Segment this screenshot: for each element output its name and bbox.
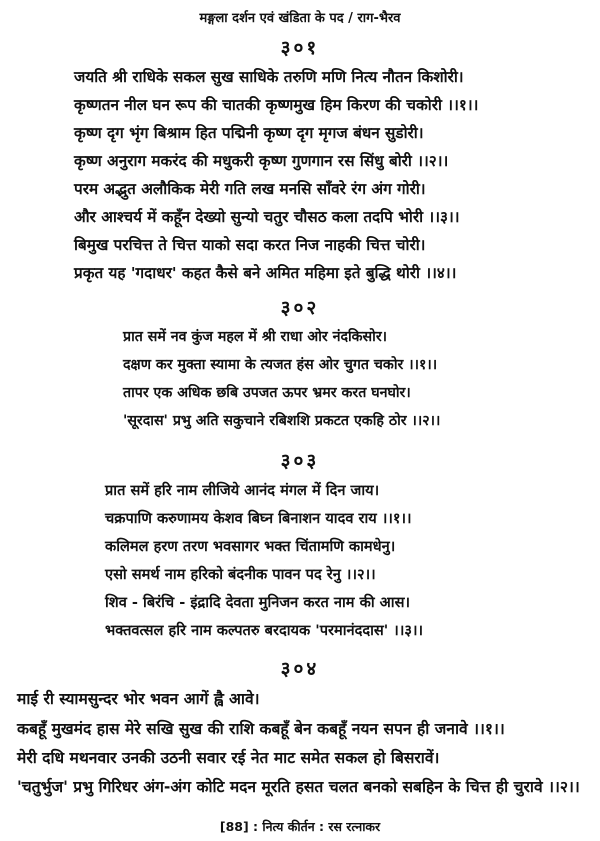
verse-line: मेरी दधि मथनवार उनकी उठनी सवार रई नेत माट समेत सकल हो बिसरावें।: [17, 749, 440, 767]
verse-line: कृष्णतन नील घन रूप की चातकी कृष्णमुख हिम किरण की चकोरी ।।१।।: [74, 96, 479, 114]
verse-line: कृष्ण दृग भृंग बिश्राम हित पद्मिनी कृष्ण दृग मृगज बंधन सुडोरी।: [74, 124, 424, 142]
verse-line: 'चतुर्भुज' प्रभु गिरिधर अंग-अंग कोटि मदन मूरति हसत चलत बनको सबहिन के चित्त ही चुरावे ।।२।।: [17, 778, 580, 796]
verse-line: 'सूरदास' प्रभु अति सकुचाने रबिशशि प्रकटत एकहि ठोर ।।२।।: [123, 413, 441, 429]
page-header: मङ्गला दर्शन एवं खंडिता के पद / राग-भैरव: [199, 11, 401, 26]
pad-number: ३०१: [280, 37, 320, 59]
page-footer: [88] : नित्य कीर्तन : रस रत्नाकर: [219, 819, 381, 834]
verse-line: तापर एक अधिक छबि उपजत ऊपर भ्रमर करत घनघोर।: [123, 385, 411, 401]
verse-line: जयति श्री राधिके सकल सुख साधिके तरुणि मणि नित्य नौतन किशोरी।: [74, 68, 464, 86]
pad-number: ३०२: [280, 297, 320, 319]
verse-line: भक्तवत्सल हरि नाम कल्पतरु बरदायक 'परमानंददास' ।।३।।: [105, 622, 424, 639]
verse-line: एसो समर्थ नाम हरिको बंदनीक पावन पद रेनु ।।२।।: [105, 566, 376, 583]
verse-line: और आश्चर्य में कहूँन देख्यो सुन्यो चतुर चौसठ कला तदपि भोरी ।।३।।: [74, 208, 460, 226]
verse-line: प्रात समें नव कुंज महल में श्री राधा ओर नंदकिसोर।: [123, 329, 388, 345]
verse-line: कबहूँ मुखमंद हास मेरे सखि सुख की राशि कबहूँ बेन कबहूँ नयन सपन ही जनावे ।।१।।: [17, 720, 505, 738]
verse-line: परम अद्भुत अलौकिक मेरी गति लख मनसि साँवरे रंग अंग गोरी।: [74, 180, 426, 198]
verse-line: कलिमल हरण तरण भवसागर भक्त चिंतामणि कामधेनु।: [105, 538, 396, 555]
pad-number: ३०४: [280, 658, 320, 680]
verse-line: प्रात समें हरि नाम लीजिये आनंद मंगल में दिन जाय।: [105, 482, 380, 499]
verse-line: बिमुख परचित्त ते चित्त याको सदा करत निज नाहकी चित्त चोरी।: [74, 236, 426, 254]
verse-line: दक्षण कर मुक्ता स्यामा के त्यजत हंस ओर चुगत चकोर ।।१।।: [123, 357, 438, 373]
verse-line: प्रकृत यह 'गदाधर' कहत कैसे बने अमित महिमा इते बुद्धि थोरी ।।४।।: [74, 264, 457, 282]
verse-line: कृष्ण अनुराग मकरंद की मधुकरी कृष्ण गुणगान रस सिंधु बोरी ।।२।।: [74, 152, 449, 170]
verse-line: माई री स्यामसुन्दर भोर भवन आगें ह्वै आवे।: [17, 690, 260, 708]
verse-line: शिव - बिरंचि - इंद्रादि देवता मुनिजन करत नाम की आस।: [105, 594, 410, 611]
pad-number: ३०३: [280, 450, 320, 472]
verse-line: चक्रपाणि करुणामय केशव बिघ्न बिनाशन यादव राय ।।१।।: [105, 510, 412, 527]
